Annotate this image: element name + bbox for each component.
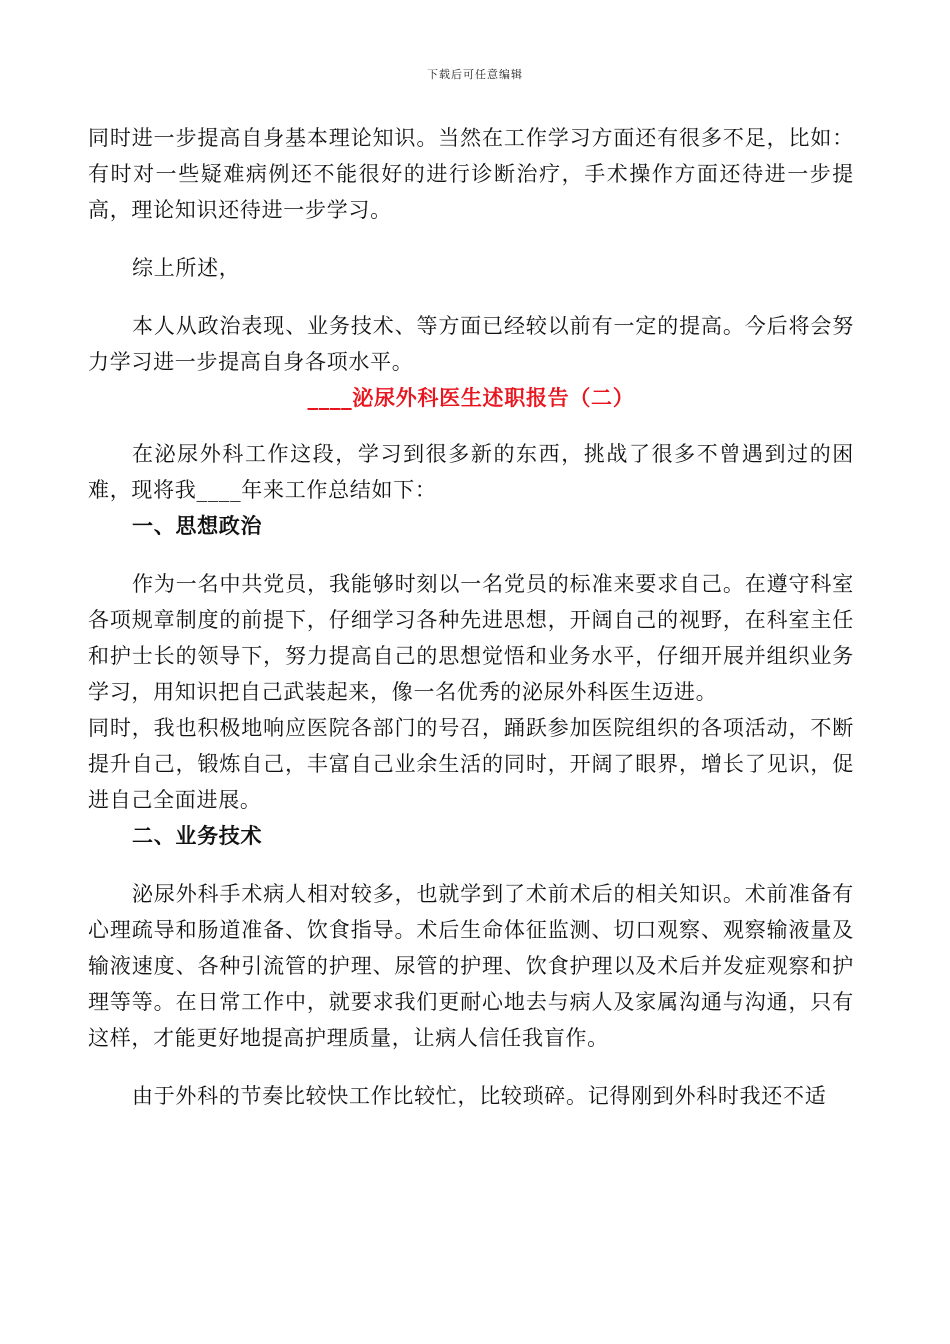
report-title: ____泌尿外科医生述职报告（二） xyxy=(307,386,635,410)
paragraph-summary-lead: 综上所述， xyxy=(132,256,241,280)
section-heading-skills: 二、业务技术 xyxy=(132,824,263,848)
paragraph-skills: 泌尿外科手术病人相对较多，也就学到了术前术后的相关知识。术前准备有心理疏导和肠道准备、饮食指导。术后生命体征监测、切口观察、观察输液量及输液速度、各种引流管的护理、尿管的护理、饮食护理以及术后并发症观察和护理等等。在日常工作中，就要求我们更耐心地去与病人及家属沟通与沟通，只有这样，才能更好地提高护理质量，让病人信任我盲作。 xyxy=(88,882,854,1050)
document-body xyxy=(88,120,854,1114)
paragraph-opening: 在泌尿外科工作这段，学习到很多新的东西，挑战了很多不曾遇到过的困难，现将我____年来工作总结如下： xyxy=(88,442,854,502)
paragraph-summary: 本人从政治表现、业务技术、等方面已经较以前有一定的提高。今后将会努力学习进一步提高自身各项水平。 xyxy=(88,314,854,374)
section-heading-politics: 一、思想政治 xyxy=(132,514,263,538)
paragraph-pace: 由于外科的节奏比较快工作比较忙，比较琐碎。记得刚到外科时我还不适 xyxy=(132,1084,827,1108)
page-header: 下载后可任意编辑 xyxy=(427,68,523,81)
paragraph-politics: 作为一名中共党员，我能够时刻以一名党员的标准来要求自己。在遵守科室各项规章制度的前提下，仔细学习各种先进思想，开阔自己的视野，在科室主任和护士长的领导下，努力提高自己的思想觉悟和业务水平，仔细开展并组织业务学习，用知识把自己武装起来，像一名优秀的泌尿外科医生迈进。 xyxy=(88,572,854,704)
paragraph-intro-continuation: 同时进一步提高自身基本理论知识。当然在工作学习方面还有很多不足，比如：有时对一些疑难病例还不能很好的进行诊断治疗，手术操作方面还待进一步提高，理论知识还待进一步学习。 xyxy=(88,126,854,222)
paragraph-activities: 同时，我也积极地响应医院各部门的号召，踊跃参加医院组织的各项活动，不断提升自己，锻炼自己，丰富自己业余生活的同时，开阔了眼界，增长了见识，促进自己全面进展。 xyxy=(88,716,854,812)
